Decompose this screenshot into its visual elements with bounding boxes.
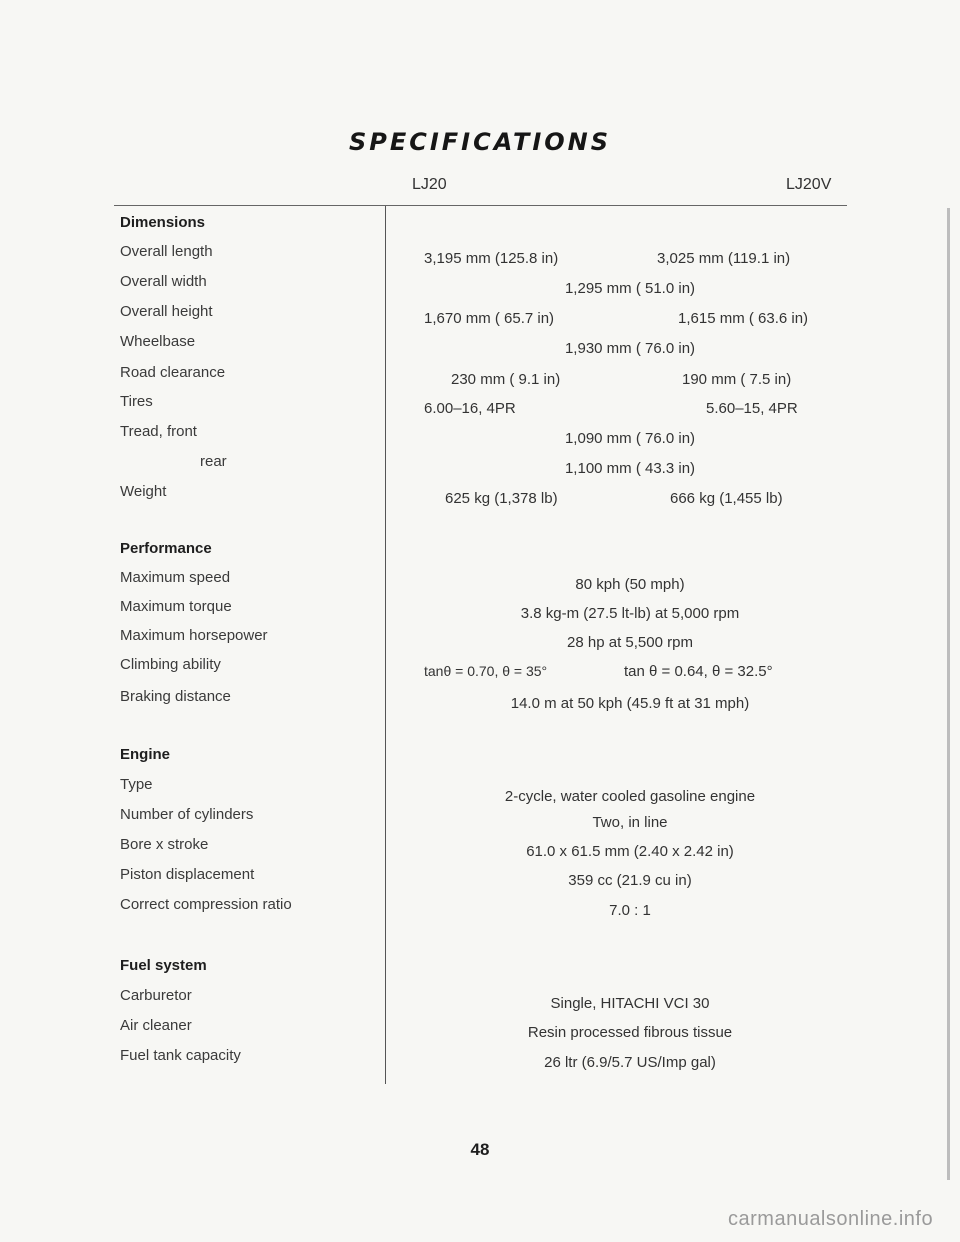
- value-compression-ratio: 7.0 : 1: [609, 902, 651, 919]
- label-weight: Weight: [120, 483, 167, 500]
- value-carburetor: Single, HITACHI VCI 30: [550, 995, 710, 1012]
- value-maximum-horsepower: 28 hp at 5,500 rpm: [567, 634, 693, 651]
- section-fuel-system: Fuel system: [120, 957, 207, 974]
- label-overall-width: Overall width: [120, 273, 207, 290]
- section-engine: Engine: [120, 746, 171, 763]
- column-header-lj20: LJ20: [412, 176, 447, 193]
- site-watermark: carmanualsonline.info: [728, 1208, 934, 1230]
- value-climbing-ability-lj20: tanθ = 0.70, θ = 35°: [424, 663, 548, 679]
- value-braking-distance: 14.0 m at 50 kph (45.9 ft at 31 mph): [510, 695, 750, 712]
- label-maximum-torque: Maximum torque: [120, 598, 232, 615]
- label-air-cleaner: Air cleaner: [120, 1017, 192, 1034]
- label-compression-ratio: Correct compression ratio: [120, 896, 292, 913]
- section-dimensions: Dimensions: [120, 214, 206, 231]
- label-tires: Tires: [120, 393, 153, 410]
- section-performance: Performance: [120, 540, 212, 557]
- value-tread-rear: 1,100 mm ( 43.3 in): [564, 460, 696, 477]
- label-piston-displacement: Piston displacement: [120, 866, 255, 883]
- value-engine-type: 2-cycle, water cooled gasoline engine: [504, 788, 756, 805]
- value-weight-lj20: 625 kg (1,378 lb): [445, 490, 558, 507]
- value-wheelbase: 1,930 mm ( 76.0 in): [564, 340, 696, 357]
- column-header-lj20v: LJ20V: [786, 176, 832, 193]
- value-tires-lj20v: 5.60–15, 4PR: [706, 400, 798, 417]
- value-tires-lj20: 6.00–16, 4PR: [424, 400, 516, 417]
- label-overall-length: Overall length: [120, 243, 213, 260]
- label-climbing-ability: Climbing ability: [120, 656, 221, 673]
- value-overall-length-lj20: 3,195 mm (125.8 in): [424, 250, 559, 267]
- label-fuel-tank-capacity: Fuel tank capacity: [120, 1047, 241, 1064]
- value-maximum-speed: 80 kph (50 mph): [575, 576, 685, 593]
- value-weight-lj20v: 666 kg (1,455 lb): [670, 490, 783, 507]
- value-climbing-ability-lj20v: tan θ = 0.64, θ = 32.5°: [624, 663, 773, 680]
- label-number-of-cylinders: Number of cylinders: [120, 806, 254, 823]
- value-maximum-torque: 3.8 kg-m (27.5 lt-lb) at 5,000 rpm: [520, 605, 740, 622]
- value-fuel-tank-capacity: 26 ltr (6.9/5.7 US/Imp gal): [544, 1054, 716, 1071]
- value-road-clearance-lj20v: 190 mm ( 7.5 in): [682, 371, 792, 388]
- value-number-of-cylinders: Two, in line: [592, 814, 668, 831]
- value-overall-length-lj20v: 3,025 mm (119.1 in): [657, 250, 791, 267]
- label-type: Type: [120, 776, 153, 793]
- label-carburetor: Carburetor: [120, 987, 192, 1004]
- value-tread-front: 1,090 mm ( 76.0 in): [564, 430, 696, 447]
- page-title: SPECIFICATIONS: [348, 128, 612, 156]
- value-overall-height-lj20v: 1,615 mm ( 63.6 in): [678, 310, 809, 327]
- page-number: 48: [470, 1140, 490, 1159]
- header-divider: [114, 205, 847, 206]
- label-overall-height: Overall height: [120, 303, 213, 320]
- value-overall-width: 1,295 mm ( 51.0 in): [564, 280, 696, 297]
- value-overall-height-lj20: 1,670 mm ( 65.7 in): [424, 310, 555, 327]
- label-maximum-horsepower: Maximum horsepower: [120, 627, 268, 644]
- label-wheelbase: Wheelbase: [120, 333, 196, 350]
- value-road-clearance-lj20: 230 mm ( 9.1 in): [451, 371, 561, 388]
- label-tread-front: Tread, front: [120, 423, 197, 440]
- page-edge-shadow: [947, 208, 950, 1180]
- label-bore-x-stroke: Bore x stroke: [120, 836, 209, 853]
- label-braking-distance: Braking distance: [120, 688, 231, 705]
- value-air-cleaner: Resin processed fibrous tissue: [527, 1024, 733, 1041]
- value-piston-displacement: 359 cc (21.9 cu in): [568, 872, 692, 889]
- label-tread-rear: rear: [200, 453, 227, 470]
- column-divider: [385, 206, 386, 1084]
- label-maximum-speed: Maximum speed: [120, 569, 231, 586]
- label-road-clearance: Road clearance: [120, 364, 226, 381]
- value-bore-x-stroke: 61.0 x 61.5 mm (2.40 x 2.42 in): [526, 843, 734, 860]
